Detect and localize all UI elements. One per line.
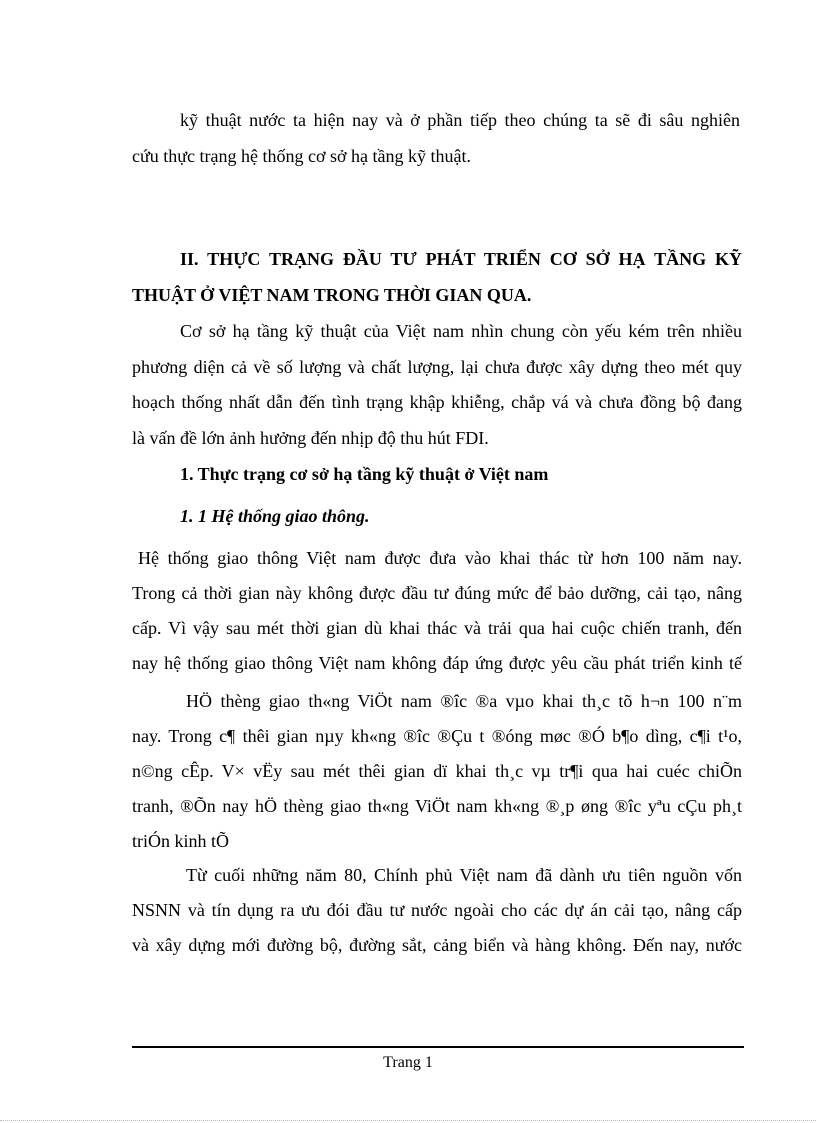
subsection-title: 1. 1 Hệ thống giao thông.	[180, 506, 370, 526]
body-text-line: cấp. Vì vậy sau mét thời gian dù khai thác và trải qua hai cuộc chiến tranh, đến	[132, 618, 742, 638]
body-text-line: n©ng cÊp. V× vËy sau mét thêi gian dï khai th¸c vµ tr¶i qua hai cuéc chiÕn	[132, 761, 742, 781]
body-text-line: Cơ sở hạ tầng kỹ thuật của Việt nam nhìn chung còn yếu kém trên nhiều	[180, 321, 742, 341]
body-text-line: và xây dựng mới đường bộ, đường sắt, cảng biển và hàng không. Đến nay, nước	[132, 935, 742, 955]
body-text-line: Trong cả thời gian này không được đầu tư đúng mức để bảo dưỡng, cải tạo, nâng	[132, 583, 742, 603]
body-text-line: kỹ thuật nước ta hiện nay và ở phần tiếp theo chúng ta sẽ đi sâu nghiên	[180, 110, 740, 130]
body-text-line: hoạch thống nhất dẫn đến tình trạng khập khiễng, chắp vá và chưa đồng bộ đang	[132, 392, 742, 412]
body-text-line: phương diện cả về số lượng và chất lượng, lại chưa được xây dựng theo mét quy	[132, 357, 742, 377]
body-text-line: Hệ thống giao thông Việt nam được đưa vào khai thác từ hơn 100 năm nay.	[138, 548, 742, 568]
body-text-line: cứu thực trạng hệ thống cơ sở hạ tầng kỹ thuật.	[132, 146, 471, 166]
body-text-line: Từ cuối những năm 80, Chính phủ Việt nam đã dành ưu tiên nguồn vốn	[186, 865, 742, 885]
footer-divider	[132, 1046, 744, 1048]
body-text-line: nay hệ thống giao thông Việt nam không đáp ứng được yêu cầu phát triển kinh tế	[132, 653, 742, 673]
section-heading: II. THỰC TRẠNG ĐẦU TƯ PHÁT TRIỂN CƠ SỞ HẠ TẦNG KỸ	[180, 249, 742, 269]
page-bottom-border	[0, 1120, 816, 1121]
body-text-line: là vấn đề lớn ảnh hưởng đến nhịp độ thu hút FDI.	[132, 428, 489, 448]
body-text-line: nay. Trong c¶ thêi gian nµy kh«ng ®îc ®Çu t ®óng møc ®Ó b¶o dìng, c¶i t¹o,	[132, 726, 742, 746]
body-text-line: tranh, ®Õn nay hÖ thèng giao th«ng ViÖt nam kh«ng ®¸p øng ®îc yªu cÇu ph¸t	[132, 796, 742, 816]
page-number: Trang 1	[383, 1054, 433, 1071]
body-text-line: NSNN và tín dụng ra ưu đói đầu tư nước ngoài cho các dự án cải tạo, nâng cấp	[132, 900, 742, 920]
body-text-line: HÖ thèng giao th«ng ViÖt nam ®îc ®a vµo khai th¸c tõ h¬n 100 n¨m	[186, 691, 742, 711]
subsection-title: 1. Thực trạng cơ sở hạ tầng kỹ thuật ở Việt nam	[180, 464, 549, 484]
body-text-line: triÓn kinh tÕ	[132, 831, 229, 851]
section-heading: THUẬT Ở VIỆT NAM TRONG THỜI GIAN QUA.	[132, 285, 532, 305]
